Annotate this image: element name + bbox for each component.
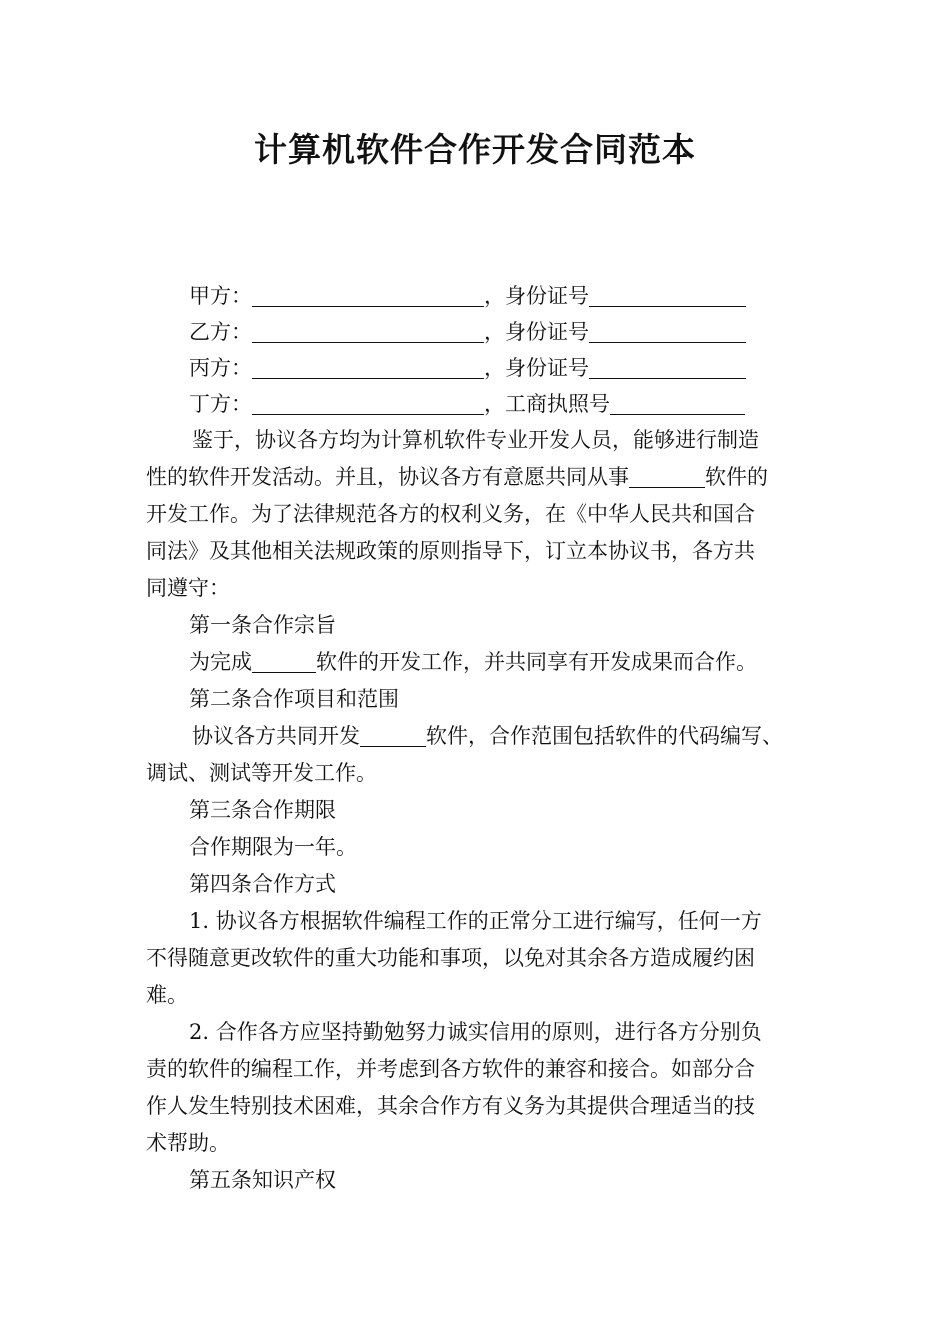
party-label: 丙方： [189,356,252,380]
article-text: 2. 合作各方应坚持勤勉努力诚实信用的原则，进行各方分别负 [189,1020,762,1044]
fill-in-blank [629,463,705,488]
party-id-label: ，身份证号 [484,356,589,380]
fill-in-blank [589,282,746,307]
fill-in-blank [589,318,746,343]
party-ding [146,386,816,422]
article-heading: 第二条合作项目和范围 [189,687,399,711]
preamble-line: 同法》及其他相关法规政策的原则指导下，订立本协议书，各方共 [146,539,755,563]
preamble-text: 性的软件开发活动。并且，协议各方有意愿共同从事 [146,465,629,489]
fill-in-blank [252,282,484,307]
article-text: 难。 [146,983,188,1007]
article-heading: 第五条知识产权 [189,1168,336,1192]
fill-in-blank [589,354,746,379]
article-text [146,718,816,755]
party-label: 乙方： [189,320,252,344]
article-heading: 第三条合作期限 [189,798,336,822]
preamble-line: 开发工作。为了法律规范各方的权利义务，在《中华人民共和国合 [146,502,755,526]
article-text-segment: 协议各方共同开发 [192,724,360,748]
party-id-label: ，身份证号 [484,320,589,344]
document-title: 计算机软件合作开发合同范本 [254,130,696,169]
article-heading: 第四条合作方式 [189,872,336,896]
article-text-segment: 为完成 [189,650,252,674]
preamble-line: 同遵守： [146,576,230,600]
party-id-label: ，身份证号 [484,284,589,308]
article-text [146,644,816,681]
article-text: 术帮助。 [146,1131,230,1155]
fill-in-blank [252,318,484,343]
article-text-segment: 软件的开发工作，并共同享有开发成果而合作。 [316,650,757,674]
party-label: 丁方： [189,392,252,416]
fill-in-blank [252,648,316,673]
preamble-line [146,459,816,496]
party-jia [146,278,816,314]
article-text: 责的软件的编程工作，并考虑到各方软件的兼容和接合。如部分合 [146,1057,755,1081]
article-text-segment: 软件，合作范围包括软件的代码编写、 [426,724,783,748]
article-heading: 第一条合作宗旨 [189,613,336,637]
party-bing [146,350,816,386]
article-text: 作人发生特别技术困难，其余合作方有义务为其提供合理适当的技 [146,1094,755,1118]
party-id-label: ，工商执照号 [484,392,610,416]
fill-in-blank [610,390,745,415]
preamble-line: 鉴于，协议各方均为计算机软件专业开发人员，能够进行制造 [192,428,759,452]
fill-in-blank [252,354,484,379]
preamble-text: 软件的 [705,465,768,489]
party-label: 甲方： [189,284,252,308]
party-yi [146,314,816,350]
article-text: 不得随意更改软件的重大功能和事项，以免对其余各方造成履约困 [146,946,755,970]
article-text: 调试、测试等开发工作。 [146,761,377,785]
fill-in-blank [252,390,484,415]
article-text: 合作期限为一年。 [189,835,357,859]
article-text: 1. 协议各方根据软件编程工作的正常分工进行编写，任何一方 [189,909,762,933]
fill-in-blank [360,722,426,747]
document-body [146,278,816,1199]
